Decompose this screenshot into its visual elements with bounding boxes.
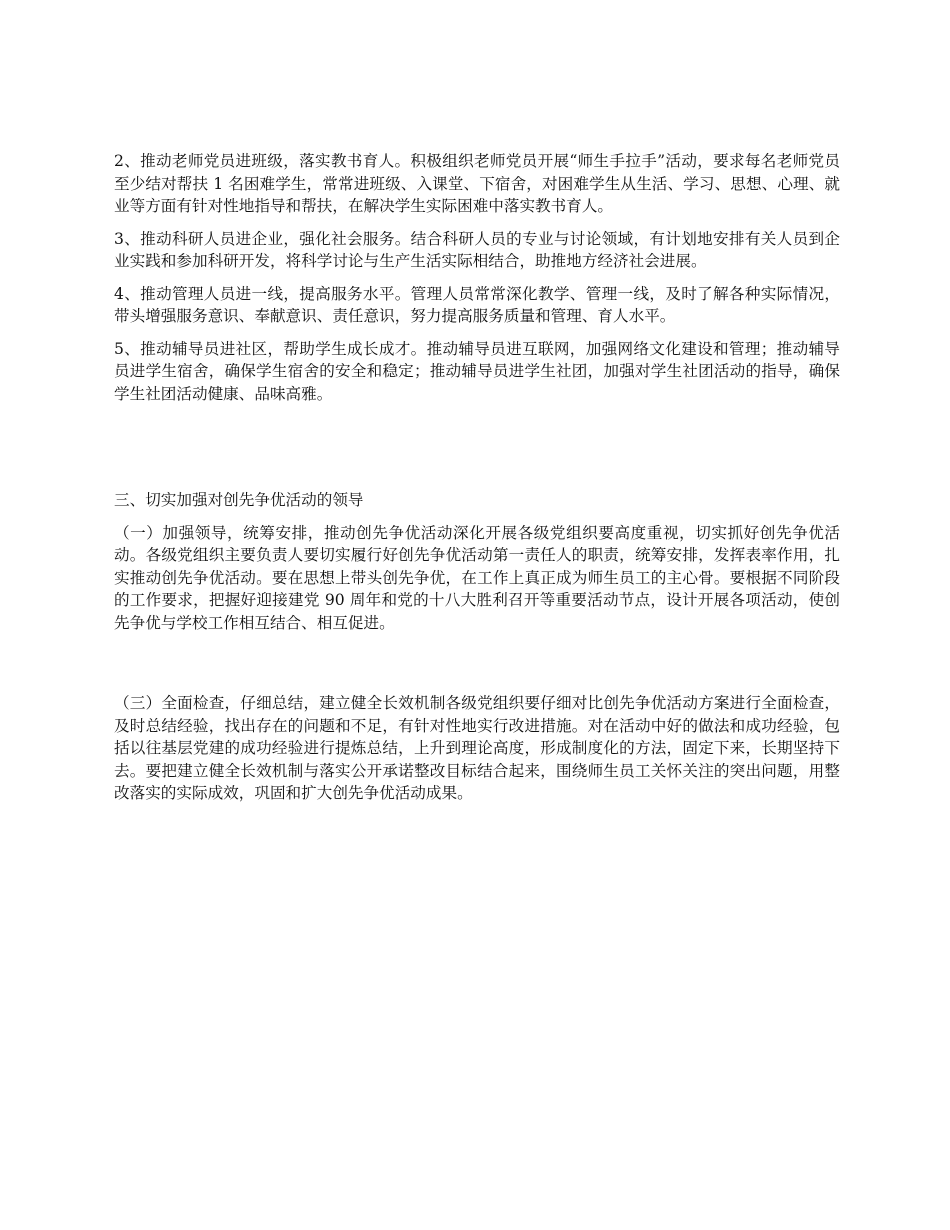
paragraph-item-3: 3、推动科研人员进企业，强化社会服务。结合科研人员的专业与讨论领域，有计划地安排有关人员到企业实践和参加科研开发，将科学讨论与生产生活实际相结合，助推地方经济社会进展。 (114, 229, 840, 270)
blank-space (114, 415, 840, 489)
document-body (114, 150, 840, 815)
paragraph-item-4: 4、推动管理人员进一线，提高服务水平。管理人员常常深化教学、管理一线，及时了解各种实际情况，带头增强服务意识、奉献意识、责任意识，努力提高服务质量和管理、育人水平。 (114, 284, 840, 325)
section-heading: 三、切实加强对创先争优活动的领导 (114, 491, 364, 509)
paragraph-item-5: 5、推动辅导员进社区，帮助学生成长成才。推动辅导员进互联网，加强网络文化建设和管理；推动辅导员进学生宿舍，确保学生宿舍的安全和稳定；推动辅导员进学生社团，加强对学生社团活动的指导，确保学生社团活动健康、品味高雅。 (114, 339, 840, 403)
section-paragraph-3: （三）全面检查，仔细总结，建立健全长效机制各级党组织要仔细对比创先争优活动方案进行全面检查，及时总结经验，找出存在的问题和不足，有针对性地实行改进措施。对在活动中好的做法和成功经验，包括以往基层党建的成功经验进行提炼总结，上升到理论高度，形成制度化的方法，固定下来，长期坚持下去。要把建立健全长效机制与落实公开承诺整改目标结合起来，围绕师生员工关怀关注的突出问题，用整改落实的实际成效，巩固和扩大创先争优活动成果。 (114, 694, 840, 802)
blank-space (114, 644, 840, 692)
paragraph-item-2: 2、推动老师党员进班级，落实教书育人。积极组织老师党员开展“师生手拉手”活动，要求每名老师党员至少结对帮扶 1 名困难学生，常常进班级、入课堂、下宿舍，对困难学生从生活、学习、思想、心理、就业等方面有针对性地指导和帮扶，在解决学生实际困难中落实教书育人。 (114, 152, 840, 215)
section-paragraph-1: （一）加强领导，统筹安排，推动创先争优活动深化开展各级党组织要高度重视，切实抓好创先争优活动。各级党组织主要负责人要切实履行好创先争优活动第一责任人的职责，统筹安排，发挥表率作用，扎实推动创先争优活动。要在思想上带头创先争优，在工作上真正成为师生员工的主心骨。要根据不同阶段的工作要求，把握好迎接建党 90 周年和党的十八大胜利召开等重要活动节点，设计开展各项活动，使创先争优与学校工作相互结合、相互促进。 (114, 523, 840, 632)
